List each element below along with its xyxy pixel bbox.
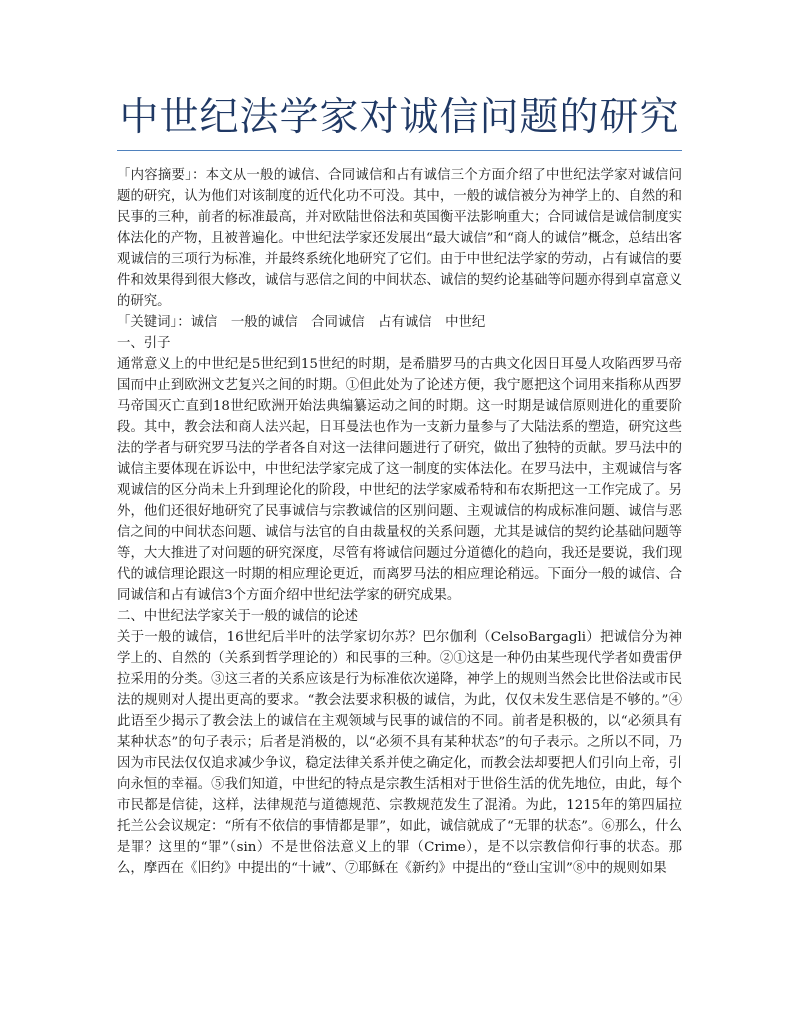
- section-2-paragraph: 关于一般的诚信，16世纪后半叶的法学家切尔苏？巴尔伽利（CelsoBargagli）把诚信分为神学上的、自然的（关系到哲学理论的）和民事的三种。②①这是一种仍由某些现代学者如费雷伊拉采用的分类。③这三者的关系应该是行为标准依次递降，神学上的规则当然会比世俗法或市民法的规则对人提出更高的要求。“教会法要求积极的诚信，为此，仅仅未发生恶信是不够的。”④此语至少揭示了教会法上的诚信在主观领域与民事的诚信的不同。前者是积极的，以“必须具有某种状态”的句子表示；后者是消极的，以“必须不具有某种状态”的句子表示。之所以不同，乃因为市民法仅仅追求减少争议，稳定法律关系并使之确定化，而教会法却要把人们引向上帝，引向永恒的幸福。⑤我们知道，中世纪的特点是宗教生活相对于世俗生活的优先地位，由此，每个市民都是信徒，这样，法律规范与道德规范、宗教规范发生了混淆。为此，1215年的第四届拉托兰公会议规定：“所有不依信的事情都是罪”，如此，诚信就成了“无罪的状态”。⑥那么，什么是罪？这里的“罪”（sin）不是世俗法意义上的罪（Crime），是不以宗教信仰行事的状态。那么，摩西在《旧约》中提出的“十诫”、⑦耶稣在《新约》中提出的“登山宝训”⑧中的规则如果: [117, 630, 682, 876]
- keywords-line: 「关键词」：诚信 一般的诚信 合同诚信 占有诚信 中世纪: [117, 315, 486, 330]
- section-heading-1: 一、引子: [117, 336, 171, 351]
- title-underline: [117, 150, 682, 151]
- document-title: 中世纪法学家对诚信问题的研究: [119, 95, 680, 140]
- document-body: [117, 165, 682, 879]
- section-heading-2: 二、中世纪法学家关于一般的诚信的论述: [117, 609, 359, 624]
- section-1-paragraph: 通常意义上的中世纪是5世纪到15世纪的时期，是希腊罗马的古典文化因日耳曼人攻陷西罗马帝国而中止到欧洲文艺复兴之间的时期。①但此处为了论述方便，我宁愿把这个词用来指称从西罗马帝国灭亡直到18世纪欧洲开始法典编纂运动之间的时期。这一时期是诚信原则进化的重要阶段。其中，教会法和商人法兴起，日耳曼法也作为一支新力量参与了大陆法系的塑造，研究这些法的学者与研究罗马法的学者各自对这一法律问题进行了研究，做出了独特的贡献。罗马法中的诚信主要体现在诉讼中，中世纪法学家完成了这一制度的实体法化。在罗马法中，主观诚信与客观诚信的区分尚未上升到理论化的阶段，中世纪的法学家威希特和布农斯把这一工作完成了。另外，他们还很好地研究了民事诚信与宗教诚信的区别问题、主观诚信的构成标准问题、诚信与恶信之间的中间状态问题、诚信与法官的自由裁量权的关系问题，尤其是诚信的契约论基础问题等等，大大推进了对问题的研究深度，尽管有将诚信问题过分道德化的趋向，我还是要说，我们现代的诚信理论跟这一时期的相应理论更近，而离罗马法的相应理论稍远。下面分一般的诚信、合同诚信和占有诚信3个方面介绍中世纪法学家的研究成果。: [117, 357, 682, 603]
- abstract-paragraph: 「内容摘要」：本文从一般的诚信、合同诚信和占有诚信三个方面介绍了中世纪法学家对诚信问题的研究，认为他们对该制度的近代化功不可没。其中，一般的诚信被分为神学上的、自然的和民事的三种，前者的标准最高，并对欧陆世俗法和英国衡平法影响重大；合同诚信是诚信制度实体法化的产物，且被普遍化。中世纪法学家还发展出“最大诚信”和“商人的诚信”概念，总结出客观诚信的三项行为标准，并最终系统化地研究了它们。由于中世纪法学家的劳动，占有诚信的要件和效果得到很大修改，诚信与恶信之间的中间状态、诚信的契约论基础等问题亦得到卓富意义的研究。: [117, 168, 682, 309]
